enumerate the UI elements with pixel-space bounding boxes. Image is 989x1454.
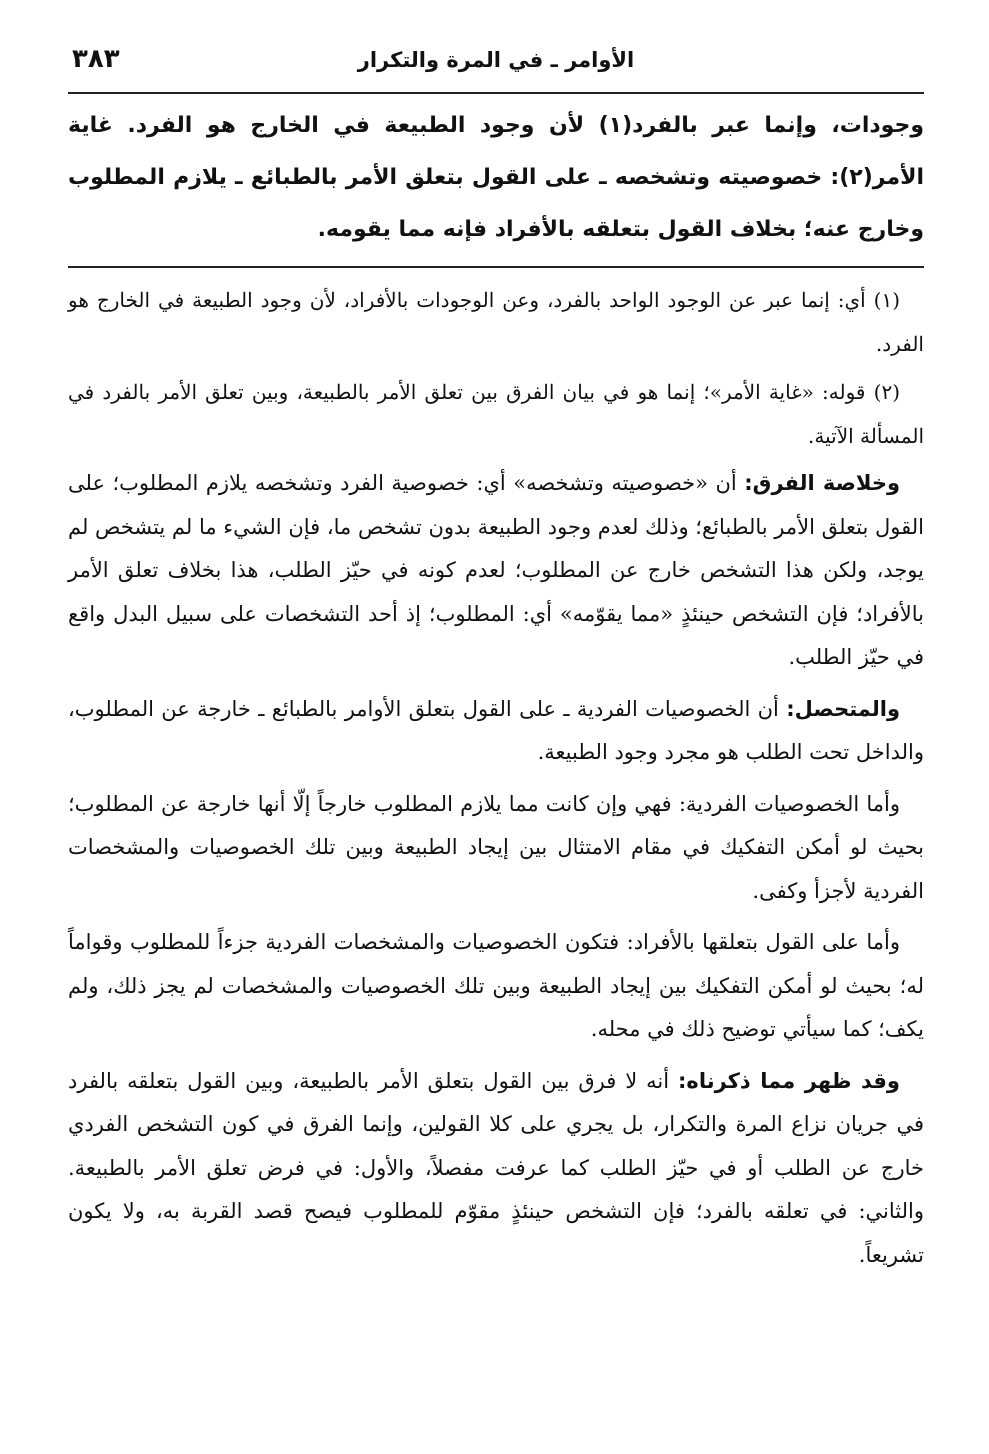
page-header [68,40,924,94]
commentary-paragraph [68,688,924,775]
book-page [68,40,924,1430]
running-title: الأوامر ـ في المرة والتكرار [357,48,635,72]
paragraph-lead: والمتحصل: [786,696,900,721]
footnotes [68,278,924,458]
footnote-separator [68,266,924,268]
paragraph-text: أن الخصوصيات الفردية ـ على القول بتعلق الأوامر بالطبائع ـ خارجة عن المطلوب، والداخل تحت الطلب هو مجرد وجود الطبيعة. [68,696,924,764]
paragraph-lead: وخلاصة الفرق: [744,471,901,495]
commentary [68,462,924,1277]
main-text [68,100,924,256]
paragraph-text: وأما الخصوصيات الفردية: فهي وإن كانت مما يلازم المطلوب خارجاً إلّا أنها خارجة عن المطلوب؛ بحيث لو أمكن التفكيك في مقام الامتثال بين إيجاد الطبيعة وبين تلك الخصوصيات والمشخصات الفردية لأجزأ وكفى. [68,791,924,903]
paragraph-text: أنه لا فرق بين القول بتعلق الأمر بالطبيعة، وبين القول بتعلقه بالفرد في جريان نزاع المرة والتكرار، بل يجري على كلا القولين، وإنما الفرق في كون التشخص الفردي خارج عن الطلب أو في حيّز الطلب كما عرفت مفصلاً، والأول: في فرض تعلق الأمر بالطبيعة. والثاني: في تعلقه بالفرد؛ فإن التشخص حينئذٍ مقوّم للمطلوب فيصح قصد القربة به، ولا يكون تشريعاً. [68,1068,924,1267]
commentary-paragraph [68,783,924,914]
paragraph-text: وأما على القول بتعلقها بالأفراد: فتكون الخصوصيات والمشخصات الفردية جزءاً للمطلوب وقواماً له؛ بحيث لو أمكن التفكيك بين إيجاد الطبيعة وبين تلك الخصوصيات والمشخصات لم يجز ذلك، ولم يكف؛ كما سيأتي توضيح ذلك في محله. [68,930,924,1041]
footnote-2: (٢) قوله: «غاية الأمر»؛ إنما هو في بيان الفرق بين تعلق الأمر بالطبيعة، وبين تعلق الأمر بالفرد في المسألة الآتية. [68,380,924,448]
footnote-1: (١) أي: إنما عبر عن الوجود الواحد بالفرد، وعن الوجودات بالأفراد، لأن وجود الطبيعة في الخارج هو الفرد. [68,288,924,356]
commentary-paragraph [68,1060,924,1278]
paragraph-text: أن «خصوصيته وتشخصه» أي: خصوصية الفرد وتشخصه يلازم المطلوب؛ على القول بتعلق الأمر بالطبائع؛ وذلك لعدم وجود الطبيعة بدون تشخص ما، فإن الشيء ما لم يتشخص لم يوجد، ولكن هذا التشخص خارج عن المطلوب؛ لعدم كونه في حيّز الطلب، هذا بخلاف تعلق الأمر بالأفراد؛ فإن التشخص حينئذٍ «مما يقوّمه» أي: المطلوب؛ إذ أحد التشخصات على سبيل البدل واقع في حيّز الطلب. [68,471,924,669]
paragraph-lead: وقد ظهر مما ذكرناه: [678,1068,900,1093]
page-number: ٣٨٣ [72,44,120,74]
commentary-paragraph [68,921,924,1052]
main-paragraph: وجودات، وإنما عبر بالفرد(١) لأن وجود الطبيعة في الخارج هو الفرد. غاية الأمر(٢): خصوصيته وتشخصه ـ على القول بتعلق الأمر بالطبائع ـ يلازم المطلوب وخارج عنه؛ بخلاف القول بتعلقه بالأفراد فإنه مما يقومه. [68,113,924,242]
commentary-paragraph [68,462,924,680]
